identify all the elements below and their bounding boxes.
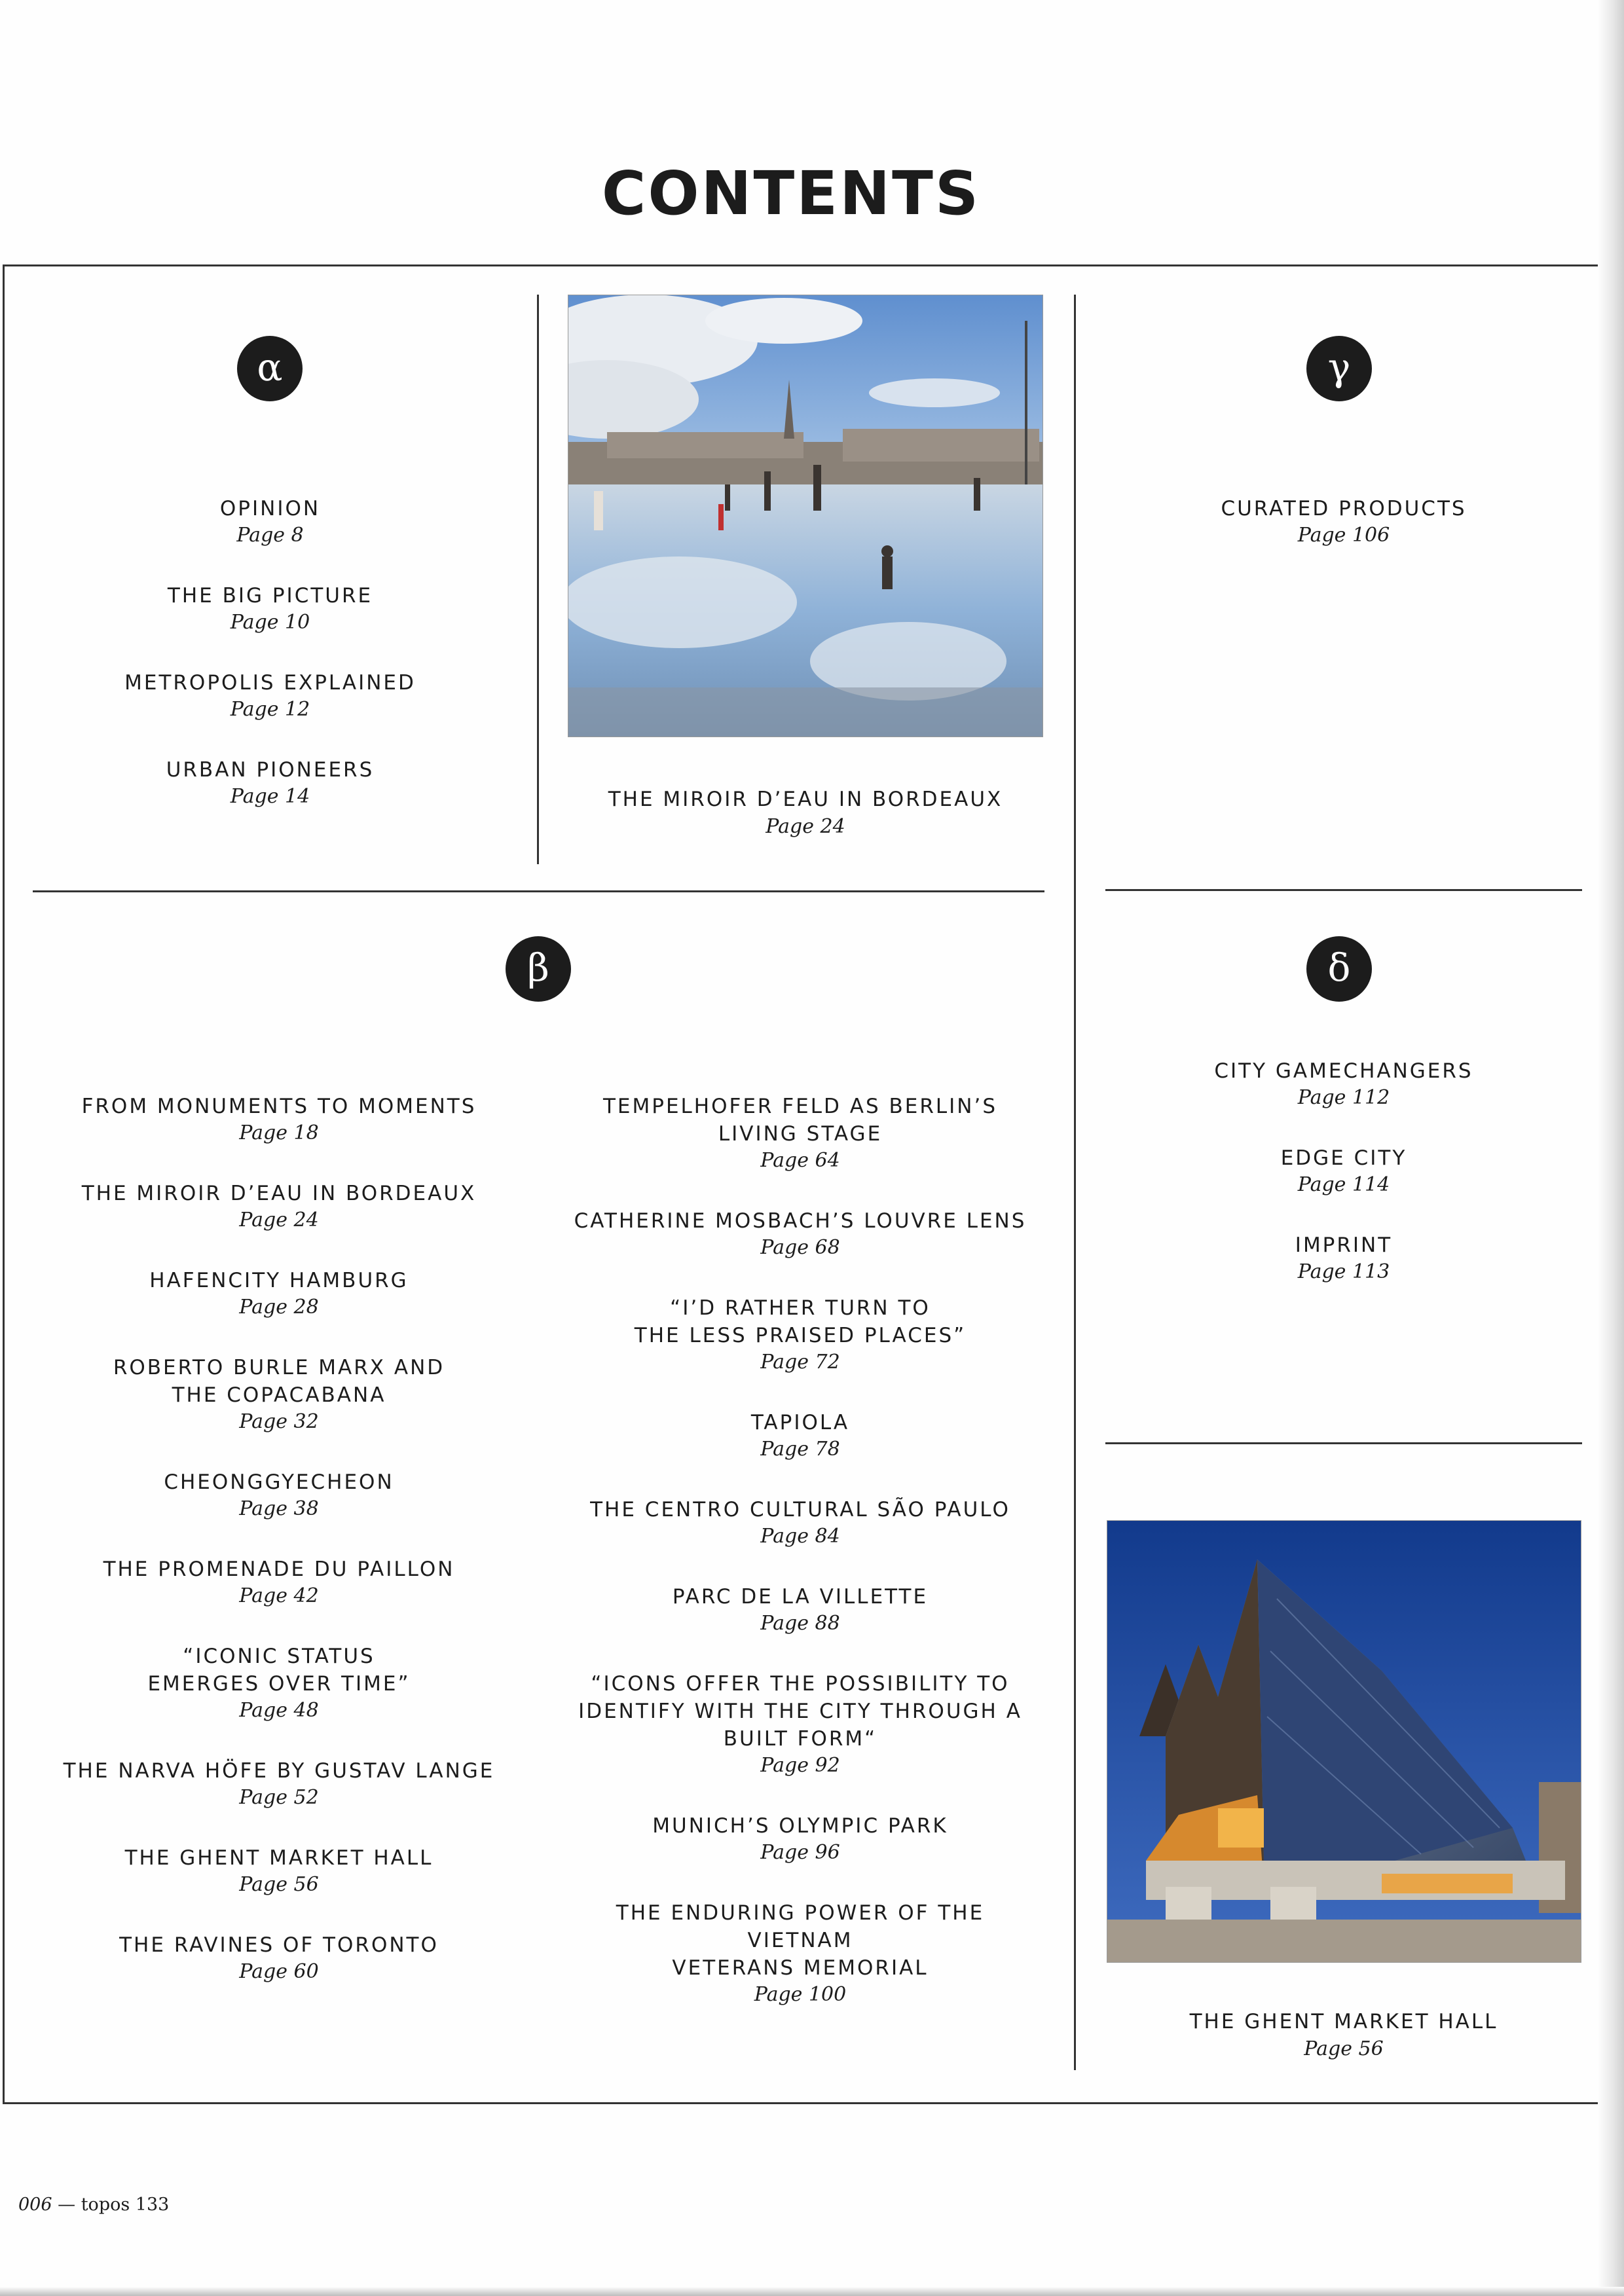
page-bottom-shadow — [0, 2287, 1624, 2296]
beta-list-left — [59, 1093, 499, 2018]
toc-entry[interactable] — [59, 1093, 499, 1146]
entry-title: HAFENCITY HAMBURG — [149, 1269, 409, 1292]
section-badge-delta: δ — [1306, 936, 1372, 1002]
section-badge-gamma: γ — [1306, 336, 1372, 401]
entry-page: Page 78 — [760, 1438, 840, 1461]
divider-top-right — [1105, 889, 1582, 891]
folio — [18, 2195, 169, 2215]
entry-title: THE MIROIR D’EAU IN BORDEAUX — [81, 1182, 477, 1205]
toc-entry[interactable] — [59, 1267, 499, 1321]
toc-entry[interactable] — [1105, 1231, 1582, 1285]
entry-page: Page 42 — [239, 1584, 319, 1607]
entry-title: THE CENTRO CULTURAL SÃO PAULO — [590, 1498, 1010, 1522]
folio-number: 006 — [18, 2195, 52, 2215]
entry-title: THE PROMENADE DU PAILLON — [103, 1558, 455, 1581]
entry-page: Page 28 — [239, 1296, 319, 1319]
folio-publication: — topos 133 — [52, 2195, 170, 2215]
alpha-list — [72, 495, 468, 843]
toc-entry[interactable] — [564, 1812, 1036, 1866]
delta-list — [1105, 1057, 1582, 1319]
toc-entry[interactable] — [564, 1583, 1036, 1637]
entry-page: Page 10 — [230, 611, 310, 634]
entry-page: Page 100 — [754, 1983, 847, 2006]
toc-entry[interactable] — [59, 1931, 499, 1985]
entry-page: Page 24 — [239, 1209, 319, 1231]
entry-title: THE GHENT MARKET HALL — [1189, 2010, 1498, 2033]
entry-title: THE GHENT MARKET HALL — [124, 1846, 434, 1870]
miroir-deau-photo[interactable] — [568, 295, 1043, 737]
entry-page: Page 113 — [1297, 1260, 1390, 1283]
ghent-market-hall-photo[interactable] — [1107, 1520, 1581, 1963]
toc-entry[interactable] — [564, 1899, 1036, 2008]
entry-page: Page 106 — [1297, 524, 1390, 547]
entry-title: CATHERINE MOSBACH’S LOUVRE LENS — [574, 1209, 1027, 1233]
toc-entry[interactable] — [1105, 1144, 1582, 1198]
entry-title: THE BIG PICTURE — [167, 584, 373, 608]
toc-entry[interactable] — [59, 1468, 499, 1522]
entry-title: “ICONIC STATUS EMERGES OVER TIME” — [147, 1645, 411, 1696]
toc-entry[interactable] — [59, 1180, 499, 1233]
entry-page: Page 60 — [239, 1960, 319, 1983]
divider-main-side — [1074, 295, 1076, 2070]
entry-page: Page 56 — [1304, 2037, 1384, 2060]
toc-entry[interactable] — [564, 1093, 1036, 1174]
entry-page: Page 72 — [760, 1351, 840, 1374]
entry-title: FROM MONUMENTS TO MOMENTS — [81, 1095, 477, 1118]
feature2-caption — [1105, 2008, 1582, 2063]
section-badge-alpha: α — [237, 336, 303, 401]
divider-top-left — [33, 890, 1044, 892]
entry-title: TEMPELHOFER FELD AS BERLIN’S LIVING STAGE — [602, 1095, 998, 1146]
toc-entry[interactable] — [72, 669, 468, 723]
toc-entry[interactable] — [59, 1556, 499, 1609]
page-title: CONTENTS — [601, 158, 981, 228]
toc-entry[interactable] — [72, 495, 468, 549]
entry-title: METROPOLIS EXPLAINED — [124, 671, 416, 695]
page-edge-shadow — [1598, 0, 1624, 2296]
entry-page: Page 68 — [760, 1236, 840, 1259]
section-badge-beta: β — [506, 936, 571, 1002]
toc-entry[interactable] — [1105, 1057, 1582, 1111]
entry-title: “I’D RATHER TURN TO THE LESS PRAISED PLACES” — [634, 1296, 967, 1347]
entry-title: CITY GAMECHANGERS — [1214, 1059, 1473, 1083]
entry-page: Page 84 — [760, 1525, 840, 1548]
feature-caption — [568, 786, 1043, 841]
toc-entry[interactable] — [564, 1294, 1036, 1376]
entry-page: Page 38 — [239, 1497, 319, 1520]
entry-page: Page 112 — [1297, 1086, 1390, 1109]
entry-title: IMPRINT — [1295, 1233, 1393, 1257]
entry-page: Page 18 — [239, 1121, 319, 1144]
toc-entry[interactable] — [564, 1409, 1036, 1463]
entry-page: Page 56 — [239, 1873, 319, 1896]
entry-title: CHEONGGYECHEON — [164, 1470, 394, 1494]
gamma-list — [1105, 495, 1582, 582]
toc-entry[interactable] — [564, 1496, 1036, 1550]
entry-page: Page 114 — [1297, 1173, 1390, 1196]
toc-entry[interactable] — [59, 1643, 499, 1724]
entry-page: Page 48 — [239, 1699, 319, 1722]
toc-entry[interactable] — [72, 756, 468, 810]
entry-title: THE NARVA HÖFE BY GUSTAV LANGE — [63, 1759, 495, 1783]
entry-page: Page 96 — [760, 1841, 840, 1864]
toc-entry[interactable] — [564, 1670, 1036, 1779]
entry-page: Page 88 — [760, 1612, 840, 1635]
toc-entry[interactable] — [1105, 495, 1582, 549]
entry-page: Page 52 — [239, 1786, 319, 1809]
entry-title: THE MIROIR D’EAU IN BORDEAUX — [608, 788, 1003, 811]
entry-title: “ICONS OFFER THE POSSIBILITY TO IDENTIFY WITH THE CITY THROUGH A BUILT FORM“ — [578, 1672, 1022, 1751]
entry-page: Page 32 — [239, 1410, 319, 1433]
entry-title: EDGE CITY — [1280, 1146, 1407, 1170]
entry-title: CURATED PRODUCTS — [1221, 497, 1467, 520]
entry-page: Page 14 — [230, 785, 310, 808]
entry-title: TAPIOLA — [750, 1411, 850, 1434]
divider-delta-feature — [1105, 1442, 1582, 1444]
entry-page: Page 64 — [760, 1149, 840, 1172]
divider-alpha-feature — [537, 295, 539, 864]
entry-title: THE RAVINES OF TORONTO — [119, 1933, 439, 1957]
entry-title: MUNICH’S OLYMPIC PARK — [652, 1814, 948, 1838]
entry-title: OPINION — [219, 497, 321, 520]
toc-entry[interactable] — [564, 1207, 1036, 1261]
entry-page: Page 12 — [230, 698, 310, 721]
entry-page: Page 24 — [766, 815, 845, 838]
toc-entry[interactable] — [59, 1354, 499, 1435]
beta-list-right — [564, 1093, 1036, 2041]
entry-title: PARC DE LA VILLETTE — [672, 1585, 929, 1609]
entry-title: THE ENDURING POWER OF THE VIETNAM VETERANS MEMORIAL — [616, 1901, 985, 1980]
toc-entry[interactable] — [59, 1757, 499, 1811]
entry-page: Page 8 — [236, 524, 304, 547]
entry-title: ROBERTO BURLE MARX AND THE COPACABANA — [113, 1356, 445, 1407]
toc-entry[interactable] — [59, 1844, 499, 1898]
entry-page: Page 92 — [760, 1754, 840, 1777]
toc-entry[interactable] — [72, 582, 468, 636]
entry-title: URBAN PIONEERS — [166, 758, 375, 782]
